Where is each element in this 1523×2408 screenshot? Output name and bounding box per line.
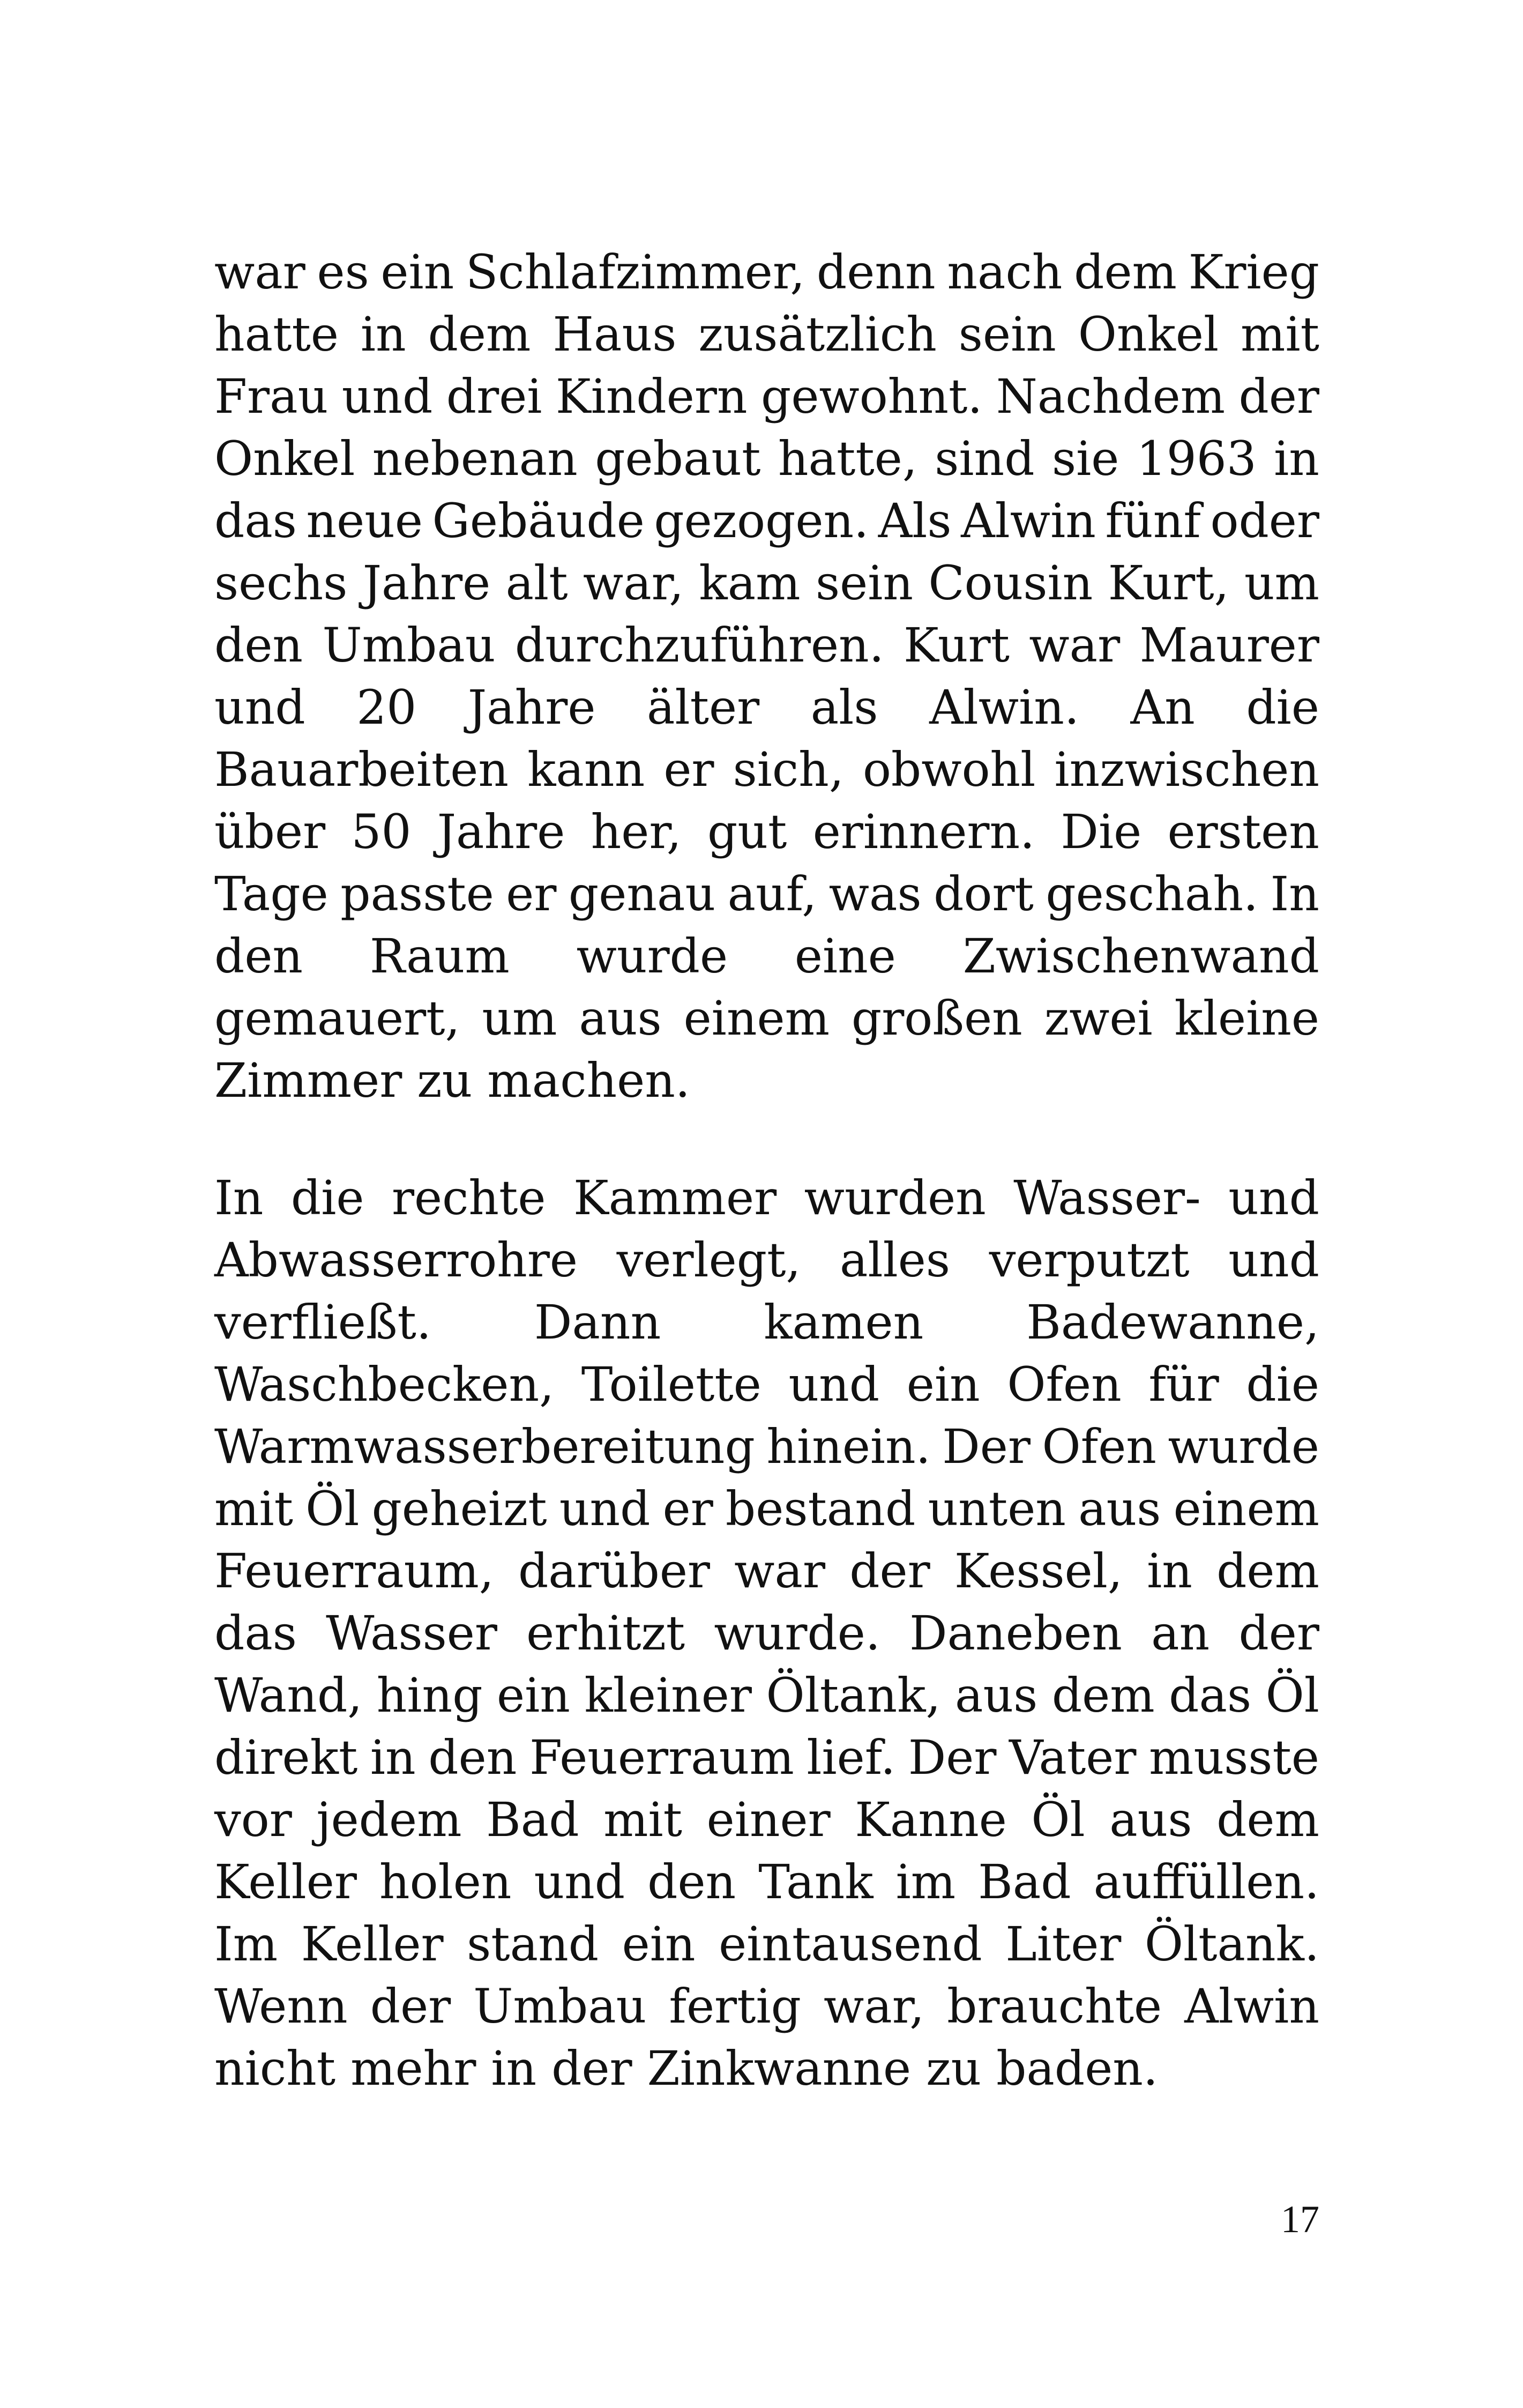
text-line: In die rechte Kammer wurden Wasser- und xyxy=(214,1170,1319,1225)
text-line: Im Keller stand ein eintausend Liter Öltank. xyxy=(214,1916,1319,1972)
text-line: nicht mehr in der Zinkwanne zu baden. xyxy=(214,2041,1158,2096)
paragraph-1 xyxy=(214,241,1319,1112)
text-line: den Umbau durchzuführen. Kurt war Maurer xyxy=(214,618,1319,673)
page-number: 17 xyxy=(1281,2198,1319,2241)
text-line: direkt in den Feuerraum lief. Der Vater musste xyxy=(214,1730,1319,1785)
text-line: war es ein Schlafzimmer, denn nach dem Krieg xyxy=(214,244,1319,300)
text-line: Keller holen und den Tank im Bad auffüllen. xyxy=(214,1854,1319,1909)
paragraph-2 xyxy=(214,1167,1319,2100)
text-line: den Raum wurde eine Zwischenwand xyxy=(214,928,1319,984)
text-line: verfließt. Dann kamen Badewanne, xyxy=(214,1295,1319,1350)
text-line: Feuerraum, darüber war der Kessel, in dem xyxy=(214,1543,1319,1599)
text-line: Wenn der Umbau fertig war, brauchte Alwin xyxy=(214,1979,1319,2034)
text-line: Tage passte er genau auf, was dort geschah. In xyxy=(214,866,1319,921)
text-line: das Wasser erhitzt wurde. Daneben an der xyxy=(214,1606,1319,1661)
text-line: Warmwasserbereitung hinein. Der Ofen wurde xyxy=(214,1419,1319,1474)
text-line: und 20 Jahre älter als Alwin. An die xyxy=(214,680,1319,735)
text-line: sechs Jahre alt war, kam sein Cousin Kurt, um xyxy=(214,555,1319,611)
text-line: hatte in dem Haus zusätzlich sein Onkel mit xyxy=(214,307,1319,362)
text-line: vor jedem Bad mit einer Kanne Öl aus dem xyxy=(214,1792,1319,1847)
text-line: gemauert, um aus einem großen zwei kleine xyxy=(214,991,1319,1046)
text-line: mit Öl geheizt und er bestand unten aus einem xyxy=(214,1481,1319,1536)
text-line: Zimmer zu machen. xyxy=(214,1053,690,1108)
text-line: Bauarbeiten kann er sich, obwohl inzwischen xyxy=(214,742,1319,797)
text-line: Frau und drei Kindern gewohnt. Nachdem der xyxy=(214,369,1319,424)
text-line: Onkel nebenan gebaut hatte, sind sie 1963 in xyxy=(214,431,1319,486)
text-line: Wand, hing ein kleiner Öltank, aus dem das Öl xyxy=(214,1668,1319,1723)
text-line: Abwasserrohre verlegt, alles verputzt und xyxy=(214,1232,1319,1288)
text-line: über 50 Jahre her, gut erinnern. Die ersten xyxy=(214,804,1319,859)
text-line: das neue Gebäude gezogen. Als Alwin fünf oder xyxy=(214,493,1319,548)
text-line: Waschbecken, Toilette und ein Ofen für die xyxy=(214,1357,1319,1412)
